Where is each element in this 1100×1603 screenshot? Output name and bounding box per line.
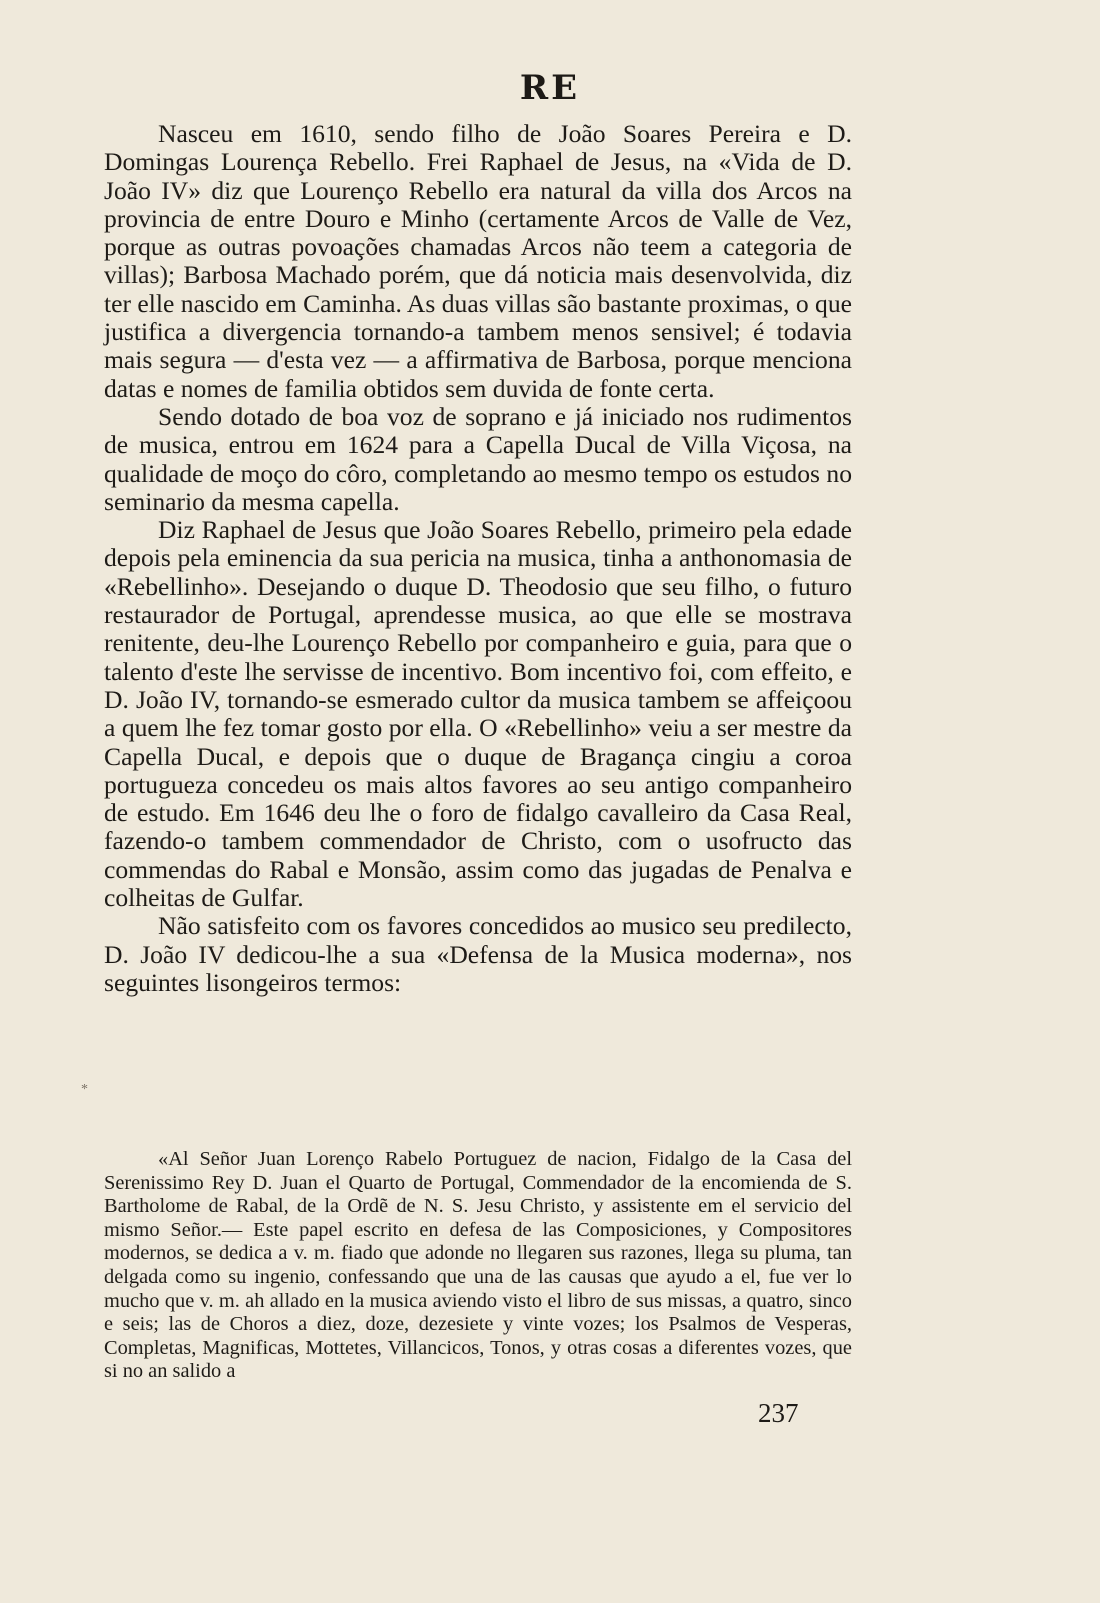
- margin-mark: *: [81, 1082, 88, 1097]
- paragraph: Não satisfeito com os favores concedidos ao musico seu predilecto, D. João IV dedicou-lhe a sua «Defensa de la Musica moderna», nos seguintes lisongeiros termos:: [104, 911, 852, 997]
- paragraph: Sendo dotado de boa voz de soprano e já iniciado nos rudimentos de musica, entrou em 1624 para a Capella Ducal de Villa Viçosa, na qualidade de moço do côro, completando ao mesmo tempo os estudos no seminario da mesma capella.: [104, 401, 852, 516]
- quote-paragraph: «Al Señor Juan Lorenço Rabelo Portuguez de nacion, Fidalgo de la Casa del Serenissimo Rey D. Juan el Quarto de Portugal, Commendador de la encomienda de S. Bartholome de Rabal, de la Ordẽ de N. S. Jesu Christo, y assistente em el servicio del mismo Señor.— Este papel escrito en defesa de las Composiciones, y Compositores modernos, se dedica a v. m. fiado que adonde no llegaren sus razones, llega su pluma, tan delgada como su ingenio, confessando que una de las causas que ayudo a el, fue ver lo mucho que v. m. ah allado en la musica aviendo visto el libro de sus missas, a quatro, sinco e seis; las de Choros a diez, doze, dezesiete y vinte vozes; los Psalmos de Vesperas, Completas, Magnificas, Mottetes, Villancicos, Tonos, y otras cosas a diferentes vozes, que si no an salido a: [104, 1148, 852, 1383]
- page-number: 237: [758, 1398, 799, 1428]
- paragraph: Diz Raphael de Jesus que João Soares Rebello, primeiro pela edade depois pela eminencia da sua pericia na musica, tinha a anthonomasia de «Rebellinho». Desejando o duque D. Theodosio que seu filho, o futuro restaurador de Portugal, aprendesse musica, ao que elle se mostrava renitente, deu-lhe Lourenço Rebello por companheiro e guia, para que o talento d'este lhe servisse de incentivo. Bom incentivo foi, com effeito, e D. João IV, tornando-se esmerado cultor da musica tambem se affeiçoou a quem lhe fez tomar gosto por ella. O «Rebellinho» veiu a ser mestre da Capella Ducal, e depois que o duque de Bragança cingiu a coroa portugueza concedeu os mais altos favores ao seu antigo companheiro de estudo. Em 1646 deu lhe o foro de fidalgo cavalleiro da Casa Real, fazendo-o tambem commendador de Christo, com o usofructo das commendas do Rabal e Monsão, assim como das jugadas de Penalva e colheitas de Gulfar.: [104, 515, 852, 913]
- main-text: [104, 120, 852, 997]
- dedication-quote: [104, 1148, 852, 1384]
- paragraph: Nasceu em 1610, sendo filho de João Soares Pereira e D. Domingas Lourença Rebello. Frei Raphael de Jesus, na «Vida de D. João IV» diz que Lourenço Rebello era natural da villa dos Arcos na provincia de entre Douro e Minho (certamente Arcos de Valle de Vez, porque as outras povoações chamadas Arcos não teem a categoria de villas); Barbosa Machado porém, que dá noticia mais desenvolvida, diz ter elle nascido em Caminha. As duas villas são bastante proximas, o que justifica a divergencia tornando-a tambem menos sensivel; é todavia mais segura — d'esta vez — a affirmativa de Barbosa, porque menciona datas e nomes de familia obtidos sem duvida de fonte certa.: [104, 119, 852, 403]
- running-head: RE: [519, 68, 581, 108]
